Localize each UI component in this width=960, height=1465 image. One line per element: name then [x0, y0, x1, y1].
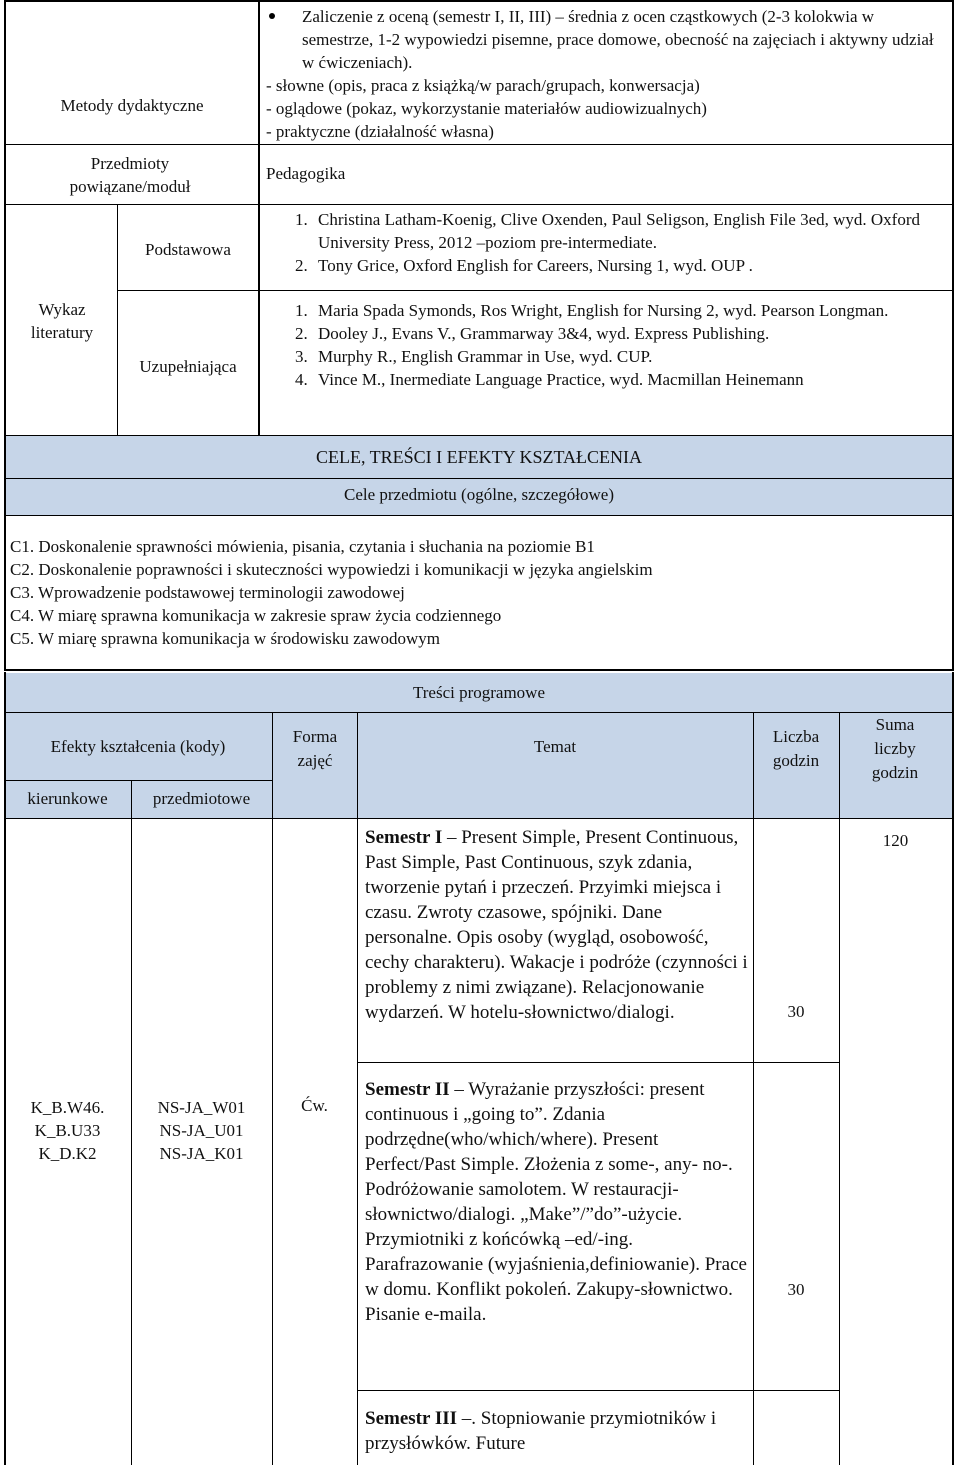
- suma-value: 120: [882, 831, 909, 850]
- metody-item: - praktyczne (działalność własna): [266, 122, 494, 141]
- przedmioty-label: Przedmioty powiązane/moduł: [69, 154, 191, 196]
- cel-item: C1. Doskonalenie sprawności mówienia, pisania, czytania i słuchania na poziomie B1: [10, 537, 595, 556]
- semestr-2-text: – Wyrażanie przyszłości: present continuous i „going to”. Zdania podrzędne(who/which/where). Present Perfect/Past Simple. Złożenia z some-, any- no-. Podróżowanie samolotem. W restauracji-słownictwo/dialogi. „Make”/”do”-użycie. Przymiotniki z końcówką –ed/-ing. Parafrazowanie (wyjaśnienia,definiowanie). Prace w domu. Konflikt pokoleń. Zakupy-słownictwo. Pisanie e-maila.: [365, 1079, 747, 1325]
- border: [4, 204, 954, 205]
- zaliczenie-text: Zaliczenie z oceną (semestr I, II, III) – średnia z ocen cząstkowych (2-3 kolokwia w semestrze, 1-2 wypowiedzi pisemne, prace domowe, obecność na zajęciach i aktywny udział w ćwiczeniach).: [302, 7, 934, 72]
- przed-code: NS-JA_U01: [159, 1121, 244, 1140]
- przed-code: NS-JA_K01: [159, 1144, 244, 1163]
- semestr-1-title: Semestr I: [365, 827, 443, 848]
- lit-item: 2. Tony Grice, Oxford English for Careers, Nursing 1, wyd. OUP .: [312, 254, 938, 277]
- przed-code: NS-JA_W01: [157, 1098, 246, 1117]
- forma-header-box: [272, 781, 357, 819]
- semestr-2-title: Semestr II: [365, 1079, 450, 1100]
- cel-item: C3. Wprowadzenie podstawowej terminologii zawodowej: [10, 583, 405, 602]
- semestr-1-hours: 30: [787, 1002, 805, 1021]
- border: [4, 0, 954, 2]
- border: [357, 1062, 839, 1063]
- cel-item: C4. W miarę sprawna komunikacja w zakresie spraw życia codziennego: [10, 606, 502, 625]
- kierunkowe-header: kierunkowe: [27, 789, 108, 808]
- border: [4, 515, 954, 516]
- lit-item: 4. Vince M., Inermediate Language Practice, wyd. Macmillan Heinemann: [312, 368, 938, 391]
- przedmioty-value: Pedagogika: [266, 164, 346, 183]
- cele-list: [10, 535, 940, 650]
- border: [839, 712, 840, 1465]
- cel-item: C5. W miarę sprawna komunikacja w środowisku zawodowym: [10, 629, 440, 648]
- podstawowa-label: Podstawowa: [145, 240, 231, 259]
- lit-uzupelniajaca: [266, 299, 938, 391]
- kier-code: K_B.W46.: [30, 1098, 105, 1117]
- suma-header: Suma liczby godzin: [871, 715, 919, 782]
- border: [4, 144, 954, 145]
- border: [952, 672, 954, 1465]
- metody-list: [266, 74, 946, 143]
- liczba-header: Liczba godzin: [772, 727, 820, 770]
- border: [4, 478, 954, 479]
- lit-item: 1. Maria Spada Symonds, Ros Wright, English for Nursing 2, wyd. Pearson Longman.: [312, 299, 938, 322]
- przed-codes: [131, 1096, 272, 1165]
- border: [4, 669, 954, 671]
- semestr-3-topic: [365, 1406, 750, 1456]
- uzupelniajaca-label: Uzupełniająca: [139, 357, 237, 376]
- lit-item: 1. Christina Latham-Koenig, Clive Oxenden, Paul Seligson, English File 3ed, wyd. Oxford University Press, 2012 –poziom pre-intermediate.: [312, 208, 938, 254]
- tresci-header: Treści programowe: [412, 683, 546, 702]
- cele-subheader: Cele przedmiotu (ogólne, szczegółowe): [343, 485, 614, 504]
- border: [4, 818, 954, 819]
- metody-item: - oglądowe (pokaz, wykorzystanie materiałów audiowizualnych): [266, 99, 707, 118]
- border: [258, 0, 260, 436]
- kier-code: K_D.K2: [38, 1144, 97, 1163]
- border: [272, 712, 273, 1465]
- wykaz-label: Wykaz literatury: [30, 300, 94, 342]
- forma-header: Forma zajęć: [292, 727, 338, 770]
- semestr-3-text: –. Stopniowanie przymiotników i przysłówków. Future: [365, 1408, 717, 1454]
- metody-item: - słowne (opis, praca z książką/w parach/grupach, konwersacja): [266, 76, 700, 95]
- border: [357, 1390, 839, 1391]
- bullet-icon: [269, 13, 275, 19]
- border: [753, 712, 754, 1465]
- lit-item: 2. Dooley J., Evans V., Grammarway 3&4, wyd. Express Publishing.: [312, 322, 938, 345]
- border: [4, 712, 954, 713]
- kier-codes: [4, 1096, 131, 1165]
- cel-item: C2. Doskonalenie poprawności i skuteczności wypowiedzi i komunikacji w języka angielskim: [10, 560, 653, 579]
- semestr-3-title: Semestr III: [365, 1408, 458, 1429]
- border: [117, 290, 954, 291]
- border: [357, 712, 358, 1465]
- border: [952, 436, 954, 670]
- temat-header-box: [357, 713, 753, 819]
- border: [4, 0, 6, 436]
- border: [4, 436, 6, 670]
- metody-label: Metody dydaktyczne: [60, 96, 204, 115]
- border: [952, 0, 954, 436]
- semestr-1-topic: [365, 825, 750, 1025]
- semestr-2-hours: 30: [787, 1280, 805, 1299]
- efekty-header: Efekty kształcenia (kody): [50, 737, 226, 756]
- cele-header: CELE, TREŚCI I EFEKTY KSZTAŁCENIA: [315, 447, 643, 467]
- forma-value: Ćw.: [301, 1096, 328, 1115]
- lit-item: 3. Murphy R., English Grammar in Use, wyd. CUP.: [312, 345, 938, 368]
- border: [4, 780, 272, 781]
- przedmiotowe-header: przedmiotowe: [152, 789, 251, 808]
- semestr-1-text: – Present Simple, Present Continuous, Past Simple, Past Continuous, szyk zdania, tworzenie pytań i przeczeń. Przyimki miejsca i czasu. Zwroty czasowe, spójniki. Dane personalne. Opis osoby (wygląd, osobowość, cechy charakteru). Wakacje i podróże (czynności i problemy z nimi związane). Relacjonowanie wydarzeń. W hotelu-słownictwo/dialogi.: [365, 827, 748, 1023]
- lit-podstawowa: [266, 208, 938, 277]
- temat-header: Temat: [533, 737, 577, 756]
- semestr-2-topic: [365, 1077, 750, 1327]
- border: [117, 204, 118, 436]
- kier-code: K_B.U33: [34, 1121, 101, 1140]
